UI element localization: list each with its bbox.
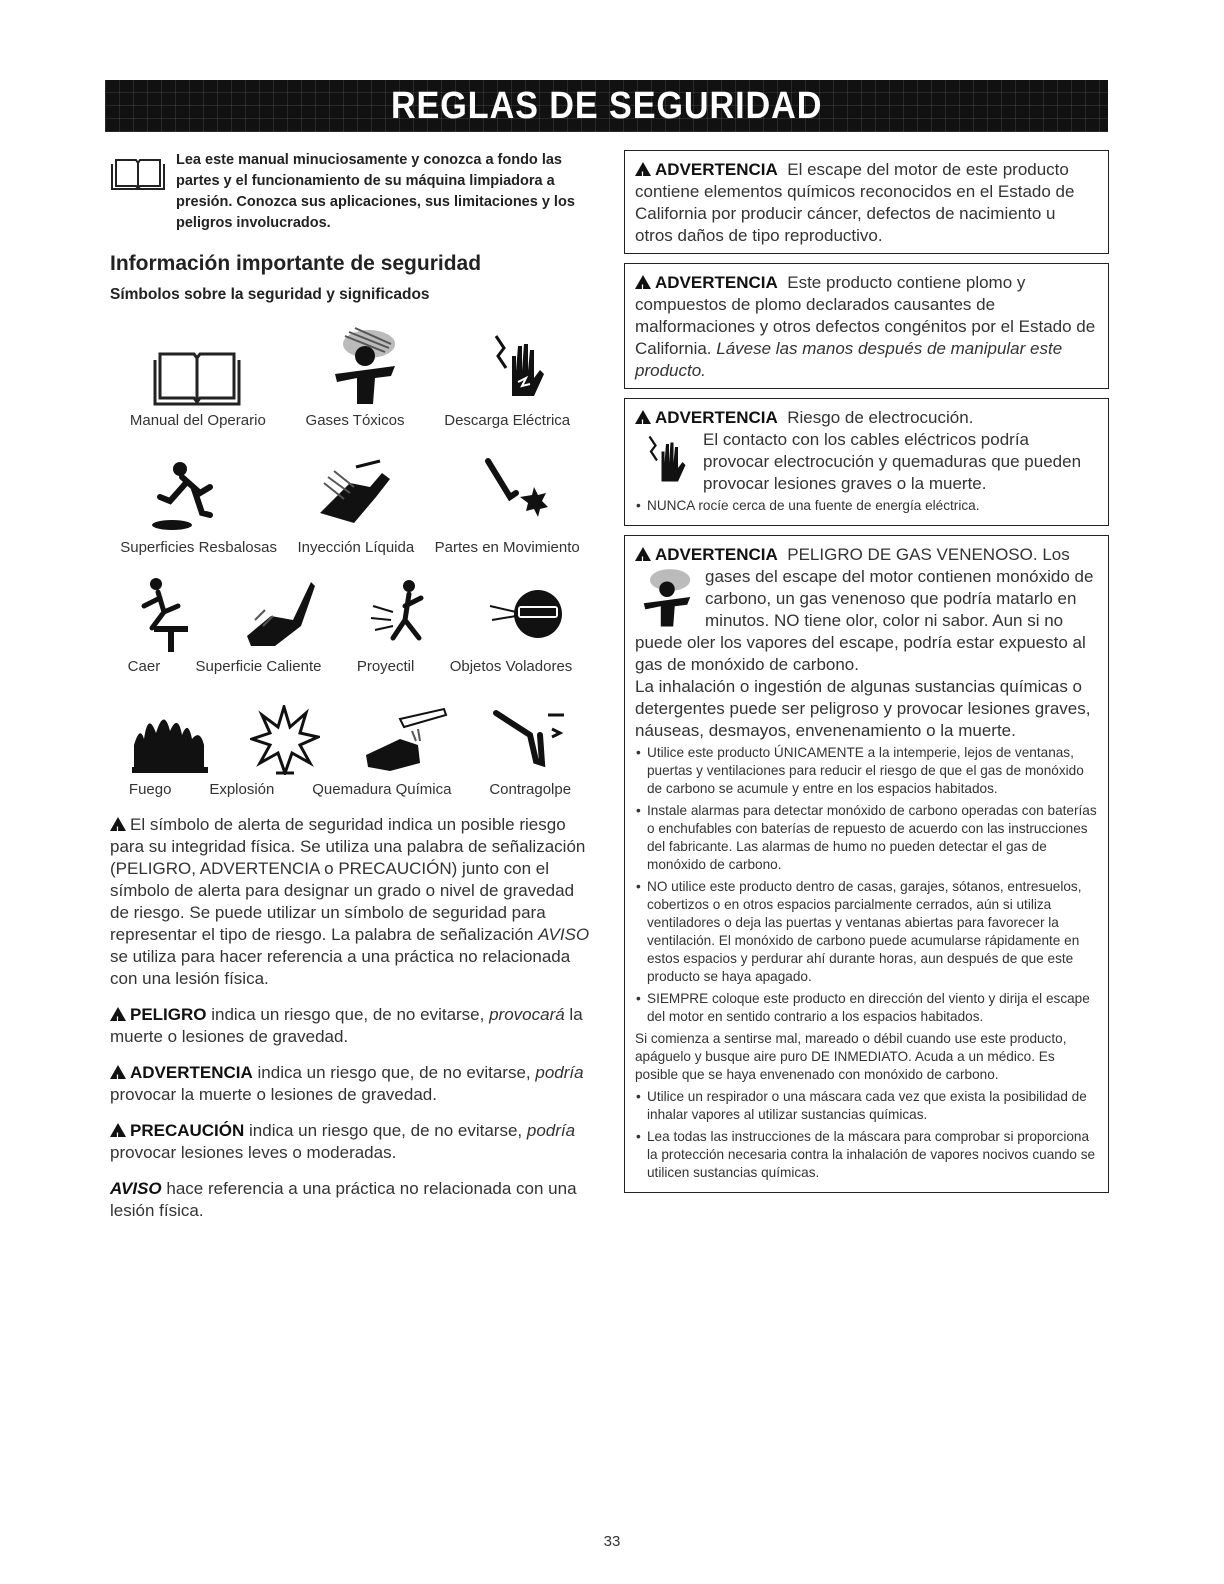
warning-box-lead — [624, 263, 1109, 389]
caption-hot-surface: Superficie Caliente — [195, 658, 322, 675]
advertencia-paragraph: !ADVERTENCIA indica un riesgo que, de no evitarse, podría provocar la muerte o lesiones de gravedad. — [110, 1062, 590, 1106]
warning-label: ADVERTENCIA — [655, 273, 778, 292]
moving-parts-icon — [480, 453, 550, 533]
symbols-heading: Símbolos sobre la seguridad y significados — [110, 286, 430, 303]
warning-box-cancer — [624, 150, 1109, 254]
flying-objects-icon — [486, 576, 566, 652]
symbol-row-2 — [110, 445, 590, 533]
alert-triangle-icon — [110, 1065, 126, 1079]
intro-block — [110, 150, 590, 234]
chemical-burn-icon — [360, 705, 450, 775]
alert-triangle-icon — [635, 275, 651, 289]
symbol-row-4 — [110, 691, 590, 775]
projectile-icon — [369, 576, 439, 652]
toxic-gas-icon — [635, 566, 699, 628]
caption-explosion: Explosión — [209, 781, 275, 798]
symbol-captions-4 — [110, 781, 590, 798]
caption-slippery: Superficies Resbalosas — [120, 539, 277, 556]
list-item: • Instale alarmas para detectar monóxido de carbono operadas con baterías o enchufables con baterías de repuesto de acuerdo con las instrucciones del fabricante. Las alarmas de humo no pueden detectar el gas de monóxido de carbono. — [647, 802, 1098, 874]
symbol-captions-3 — [110, 658, 590, 675]
precaucion-paragraph: !PRECAUCIÓN indica un riesgo que, de no evitarse, podría provocar lesiones leves o moderadas. — [110, 1120, 590, 1164]
warning-text-2: Este producto contiene plomo y compuestos de plomo declarados causantes de malformaciones y otros defectos congénitos por el Estado de California. — [635, 273, 1096, 358]
right-column — [624, 150, 1109, 1202]
electric-shock-icon — [488, 326, 548, 406]
explosion-icon — [250, 705, 320, 775]
peligro-paragraph: !PELIGRO indica un riesgo que, de no evitarse, provocará la muerte o lesiones de gravedad. — [110, 1004, 590, 1048]
alert-triangle-icon — [110, 1123, 126, 1137]
caption-moving-parts: Partes en Movimiento — [434, 539, 580, 556]
warning-label: ADVERTENCIA — [655, 545, 778, 564]
slippery-surface-icon — [150, 453, 230, 533]
caption-manual: Manual del Operario — [129, 412, 266, 429]
kickback-icon — [490, 705, 570, 775]
left-column — [110, 150, 590, 1222]
page-number: 33 — [603, 1533, 621, 1550]
list-item: • NO utilice este producto dentro de casas, garajes, sótanos, entresuelos, cobertizos o en otros espacios parcialmente cerrados, aún si utiliza ventiladores o deja las puertas y ventanas abiertas para favorecer la ventilación. El monóxido de carbono puede acumularse rápidamente en estos espacios y perdurar ahí durante horas, aun después de que este producto se haya apagado. — [647, 878, 1098, 986]
warning-box-poison-gas — [624, 535, 1109, 1193]
manual-book-icon — [110, 156, 166, 190]
warning-label: ADVERTENCIA — [655, 160, 778, 179]
toxic-gas-icon — [325, 326, 405, 406]
symbol-captions-1 — [110, 412, 590, 429]
symbol-row-3 — [110, 572, 590, 652]
list-item: • Lea todas las instrucciones de la máscara para comprobar si proporciona la protección necesaria contra la inhalación de vapores nocivos cuando se utilicen sustancias químicas. — [647, 1128, 1098, 1182]
page-banner — [105, 80, 1108, 132]
caption-chemical-burn: Quemadura Química — [312, 781, 452, 798]
info-heading: Información importante de seguridad — [110, 252, 482, 275]
alert-triangle-icon — [110, 817, 126, 831]
warning-box-electrocution — [624, 398, 1109, 526]
caption-fall: Caer — [127, 658, 161, 675]
fire-icon — [130, 705, 210, 775]
caption-toxic-gas: Gases Tóxicos — [305, 412, 405, 429]
warning-text-3: El contacto con los cables eléctricos podría provocar electrocución y quemaduras que pueden provocar lesiones graves o la muerte. — [703, 430, 1082, 493]
list-item: • SIEMPRE coloque este producto en dirección del viento y dirija el escape del motor en sentido contrario a los espacios habitados. — [647, 990, 1098, 1026]
warning-title-3: Riesgo de electrocución. — [787, 408, 974, 427]
caption-projectile: Proyectil — [356, 658, 415, 675]
alert-symbol-paragraph: !El símbolo de alerta de seguridad indica un posible riesgo para su integridad física. Se utiliza una palabra de señalización (PELIGRO, ADVERTENCIA o PRECAUCIÓN) junto con el símbolo de alerta para designar un grado o nivel de gravedad de riesgo. Se puede utilizar un símbolo de seguridad para representar el tipo de riesgo. La palabra de señalización AVISO se utiliza para hacer referencia a una práctica no relacionada con una lesión física. — [110, 814, 590, 990]
list-item: • Utilice un respirador o una máscara cada vez que exista la posibilidad de inhalar vapores al utilizar sustancias químicas. — [647, 1088, 1098, 1124]
warning-text-4: gases del escape del motor contienen monóxido de carbono, un gas venenoso que podría matarlo en minutos. NO tiene olor, color ni sabor. Aun si no puede oler los vapores del escape, podría estar expuesto al gas de monóxido de carbono. — [635, 567, 1094, 674]
banner-title: REGLAS DE SEGURIDAD — [390, 84, 823, 127]
caption-kickback: Contragolpe — [489, 781, 572, 798]
warning-text-1: El escape del motor de este producto contiene elementos químicos reconocidos en el Estado de California por producir cáncer, defectos de nacimiento u otros daños de tipo reproductivo. — [635, 160, 1075, 245]
fall-icon — [134, 576, 194, 652]
operator-manual-icon — [152, 346, 242, 406]
aviso-paragraph: AVISO hace referencia a una práctica no relacionada con una lesión física. — [110, 1179, 577, 1220]
alert-triangle-icon — [635, 410, 651, 424]
warning-3-bullets — [635, 497, 1098, 515]
symbol-captions-2 — [110, 539, 590, 556]
caption-flying-objects: Objetos Voladores — [449, 658, 573, 675]
warning-text-2-em: Lávese las manos después de manipular este producto. — [635, 339, 1063, 380]
list-item: • NUNCA rocíe cerca de una fuente de energía eléctrica. — [647, 497, 1098, 515]
caption-fire: Fuego — [128, 781, 172, 798]
list-item: • Utilice este producto ÚNICAMENTE a la intemperie, lejos de ventanas, puertas y ventilaciones para reducir el riesgo de que el gas de monóxido de carbono se acumule y entre en los espacios habitados. — [647, 744, 1098, 798]
alert-triangle-icon — [635, 547, 651, 561]
caption-injection: Inyección Líquida — [297, 539, 415, 556]
symbol-row-1 — [110, 316, 590, 406]
warning-title-4: PELIGRO DE GAS VENENOSO. Los — [787, 545, 1070, 564]
warning-4-bullets — [635, 744, 1098, 1026]
alert-triangle-icon — [635, 162, 651, 176]
caption-electric: Descarga Eléctrica — [444, 412, 571, 429]
warning-text-4b: La inhalación o ingestión de algunas sustancias químicas o detergentes puede ser peligroso y provocar lesiones graves, náuseas, desmayos, envenenamiento o la muerte. — [635, 677, 1091, 740]
liquid-injection-icon — [310, 453, 400, 533]
warning-4-paragraph: Si comienza a sentirse mal, mareado o débil cuando use este producto, apáguelo y busque aire puro DE INMEDIATO. Acuda a un médico. Es posible que se haya envenenado con monóxido de carbono. — [635, 1031, 1067, 1082]
warning-label: ADVERTENCIA — [655, 408, 778, 427]
warning-4-bullets-2 — [635, 1088, 1098, 1182]
intro-text: Lea este manual minuciosamente y conozca a fondo las partes y el funcionamiento de su máquina limpiadora a presión. Conozca sus aplicaciones, sus limitaciones y los peligros involucrados. — [176, 152, 575, 231]
electric-shock-icon — [635, 429, 697, 489]
alert-triangle-icon — [110, 1007, 126, 1021]
hot-surface-icon — [241, 576, 321, 652]
